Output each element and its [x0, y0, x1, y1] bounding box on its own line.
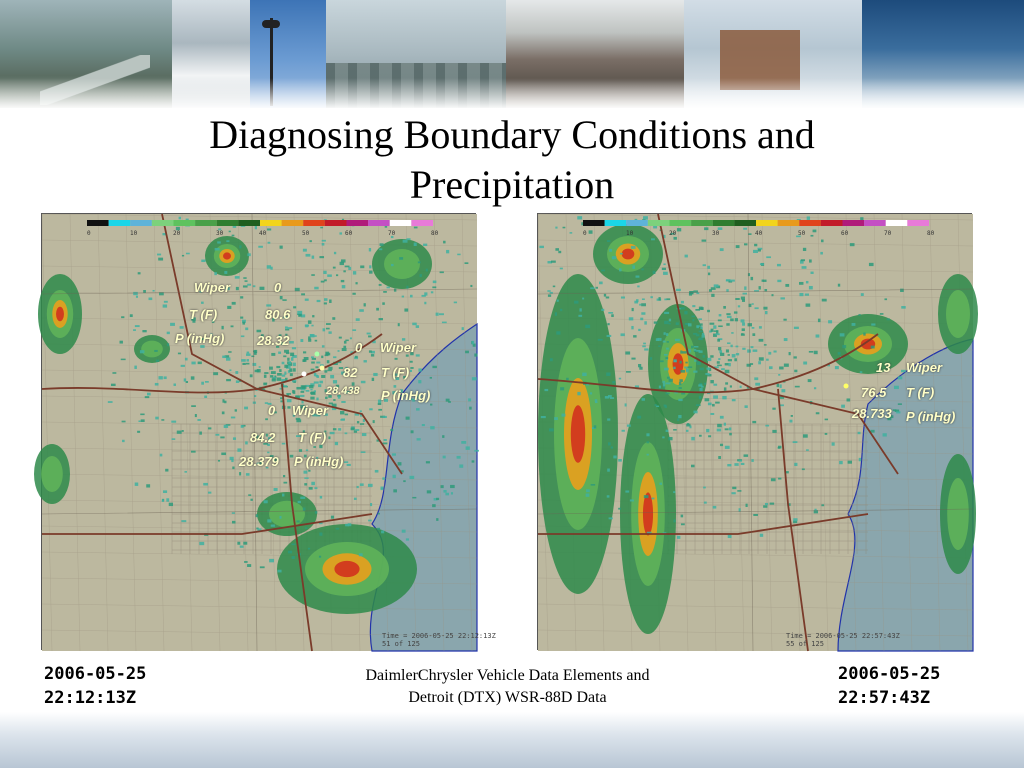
svg-text:60: 60: [841, 230, 849, 237]
station-c-wiper-label: Wiper: [292, 403, 328, 418]
svg-text:30: 30: [712, 230, 720, 237]
station-d-wiper-label: Wiper: [906, 360, 942, 375]
station-a-pressure-value: 28.32: [257, 333, 290, 348]
svg-text:10: 10: [130, 230, 138, 237]
svg-text:80: 80: [927, 230, 935, 237]
timestamp-left: [44, 662, 146, 710]
svg-text:40: 40: [755, 230, 763, 237]
svg-text:0: 0: [583, 230, 587, 237]
station-b-pressure-value: 28.438: [326, 385, 360, 397]
svg-text:10: 10: [626, 230, 634, 237]
radar-time-stamp: Time = 2006-05-25 22:12:13Z 51 of 125: [382, 632, 496, 648]
station-b-pressure-label: P (inHg): [381, 388, 431, 403]
svg-text:50: 50: [302, 230, 310, 237]
station-d-pressure-label: P (inHg): [906, 409, 956, 424]
station-c-pressure-label: P (inHg): [294, 454, 344, 469]
radar-map-right: [537, 213, 972, 650]
svg-text:0: 0: [87, 230, 91, 237]
station-c-temp-value: 84.2: [250, 430, 276, 445]
caption-line-1: DaimlerChrysler Vehicle Data Elements and: [365, 667, 650, 684]
timestamp-right-date: 2006-05-25: [838, 664, 941, 684]
station-c-temp-label: T (F): [298, 430, 327, 445]
station-d-temp-value: 76.5: [861, 385, 887, 400]
radar-time-stamp: Time = 2006-05-25 22:57:43Z 55 of 125: [786, 632, 900, 648]
radar-map-left: [41, 213, 496, 650]
svg-text:40: 40: [259, 230, 267, 237]
slide-caption: [300, 665, 715, 709]
station-b-temp-value: 82: [343, 365, 358, 380]
station-c-pressure-value: 28.379: [239, 454, 279, 469]
svg-text:20: 20: [669, 230, 677, 237]
timestamp-right-time: 22:57:43Z: [838, 688, 931, 708]
station-a-pressure-label: P (inHg): [175, 331, 225, 346]
station-a-wiper-value: 0: [274, 280, 282, 295]
station-d-wiper-value: 13: [876, 360, 891, 375]
svg-text:50: 50: [798, 230, 806, 237]
station-d-temp-label: T (F): [906, 385, 935, 400]
station-a-temp-value: 80.6: [265, 307, 291, 322]
timestamp-right: [838, 662, 940, 710]
svg-text:30: 30: [216, 230, 224, 237]
station-b-wiper-value: 0: [355, 340, 363, 355]
timestamp-left-time: 22:12:13Z: [44, 688, 137, 708]
svg-text:70: 70: [388, 230, 396, 237]
station-d-pressure-value: 28.733: [852, 406, 892, 421]
station-c-wiper-value: 0: [268, 403, 276, 418]
svg-text:80: 80: [431, 230, 439, 237]
caption-line-2: Detroit (DTX) WSR-88D Data: [408, 689, 607, 706]
station-b-wiper-label: Wiper: [380, 340, 416, 355]
slide-title: Diagnosing Boundary Conditions and Precipitation: [209, 112, 815, 207]
station-a-temp-label: T (F): [189, 307, 218, 322]
banner-photo-strip: [0, 0, 1024, 108]
svg-text:60: 60: [345, 230, 353, 237]
station-a-wiper-label: Wiper: [194, 280, 230, 295]
timestamp-left-date: 2006-05-25: [44, 664, 147, 684]
footer-gradient-bar: [0, 712, 1024, 768]
svg-text:70: 70: [884, 230, 892, 237]
station-b-temp-label: T (F): [381, 365, 410, 380]
svg-text:20: 20: [173, 230, 181, 237]
